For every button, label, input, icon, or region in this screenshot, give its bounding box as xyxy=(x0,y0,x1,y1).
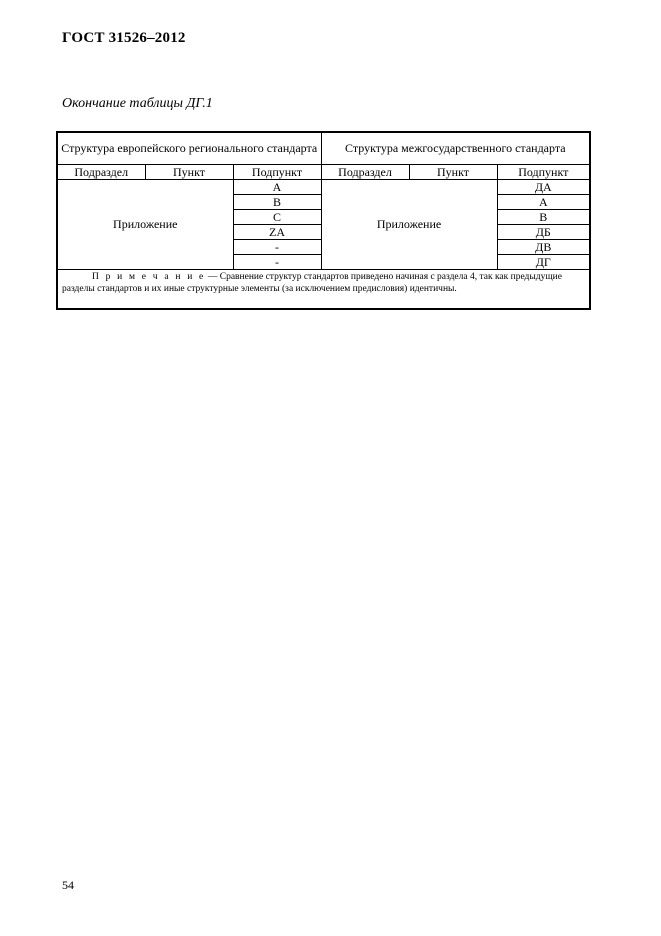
interstate-subclause-cell: ДГ xyxy=(497,255,590,270)
column-header-subclause: Подпункт xyxy=(497,165,590,180)
european-subclause-cell: ZA xyxy=(233,225,321,240)
column-header-subclause: Подпункт xyxy=(233,165,321,180)
interstate-annex-cell: Приложение xyxy=(321,180,497,270)
interstate-structure-header: Структура межгосударственного стандарта xyxy=(321,132,590,165)
interstate-subclause-cell: ДВ xyxy=(497,240,590,255)
column-header-subsection: Подраздел xyxy=(321,165,409,180)
column-header-subsection: Подраздел xyxy=(57,165,145,180)
table-row xyxy=(57,180,590,195)
interstate-subclause-cell: ДА xyxy=(497,180,590,195)
european-subclause-cell: A xyxy=(233,180,321,195)
note-text: — Сравнение структур стандартов приведено начиная с раздела 4, так как предыдущие разделы стандартов и их иные структурные элементы (за исключением предисловия) идентичны. xyxy=(62,272,562,294)
column-header-row xyxy=(57,165,590,180)
table-caption: Окончание таблицы ДГ.1 xyxy=(62,96,213,111)
column-header-clause: Пункт xyxy=(409,165,497,180)
european-subclause-cell: C xyxy=(233,210,321,225)
european-annex-cell: Приложение xyxy=(57,180,233,270)
european-subclause-cell: B xyxy=(233,195,321,210)
european-structure-header: Структура европейского регионального стандарта xyxy=(57,132,321,165)
interstate-subclause-cell: В xyxy=(497,210,590,225)
table-note xyxy=(57,270,590,310)
interstate-subclause-cell: А xyxy=(497,195,590,210)
note-prefix: П р и м е ч а н и е xyxy=(92,272,206,282)
note-row xyxy=(57,270,590,310)
european-subclause-cell: - xyxy=(233,240,321,255)
page-number: 54 xyxy=(62,878,74,892)
european-subclause-cell: - xyxy=(233,255,321,270)
interstate-subclause-cell: ДБ xyxy=(497,225,590,240)
group-header-row xyxy=(57,132,590,165)
structure-comparison-table xyxy=(56,131,591,310)
column-header-clause: Пункт xyxy=(145,165,233,180)
document-code-header: ГОСТ 31526–2012 xyxy=(62,30,186,46)
